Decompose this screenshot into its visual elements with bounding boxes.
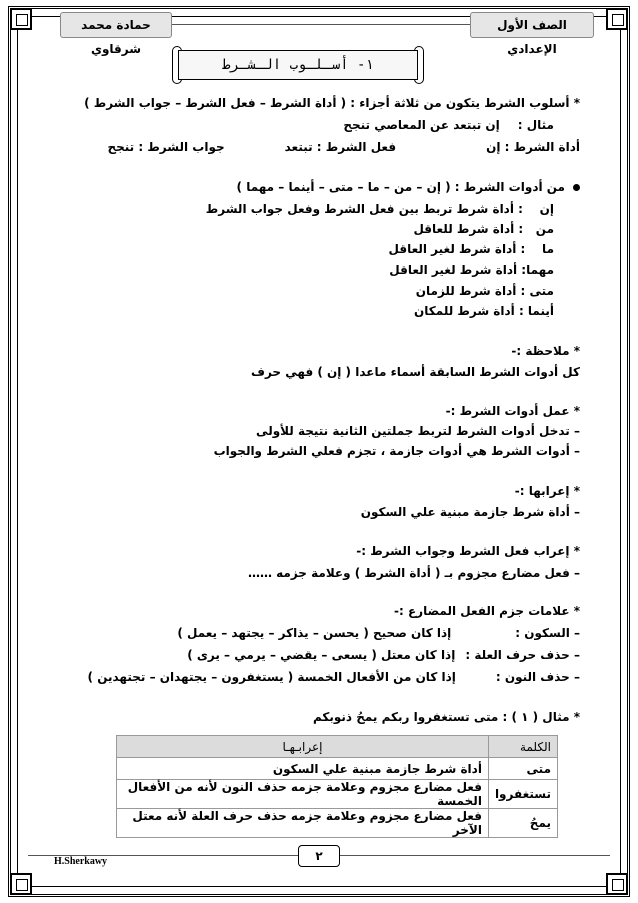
tool-aynama: أينما : أداة شرط للمكان	[414, 304, 554, 318]
part-verb: فعل الشرط : تبتعد	[284, 140, 397, 154]
example-label: مثال :	[517, 118, 554, 132]
table-header-word: الكلمة	[488, 736, 557, 758]
sign-nun: – حذف النون :إذا كان من الأفعال الخمسة ( يستغفرون – يجتهدان – تجتهدين )	[87, 670, 580, 684]
function-line-2: – أدوات الشرط هي أدوات جازمة ، تجزم فعلي الشرط والجواب	[213, 444, 580, 458]
table-row	[117, 758, 558, 780]
table-row	[117, 809, 558, 838]
table-cell-parsing: فعل مضارع مجزوم وعلامة جزمه حذف النون لأنه من الأفعال الخمسة	[117, 780, 489, 809]
header-rule	[172, 24, 470, 25]
example-1-line: * مثال ( ١ ) : متى تستغفروا ربكم يمحُ ذنوبكم	[312, 710, 580, 724]
verb-parsing-text: – فعل مضارع مجزوم بـ ( أداة الشرط ) وعلامة جزمه ……	[247, 566, 580, 580]
table-row	[117, 780, 558, 809]
tool-mahma: مهما: أداة شرط لغير العاقل	[389, 263, 554, 277]
header-author: حمادة محمد شرقاوي	[60, 12, 172, 38]
note-heading: * ملاحظة :-	[511, 344, 580, 358]
sign-weak-letter: – حذف حرف العلة :إذا كان معتل ( يسعى – يقضي – يرمي – يرى )	[187, 648, 580, 662]
part-tool: أداة الشرط : إن	[486, 140, 580, 154]
function-heading: * عمل أدوات الشرط :-	[445, 404, 580, 418]
table-cell-word: يمحُ	[488, 809, 557, 838]
footer-author: H.Sherkawy	[54, 856, 108, 867]
page-title: ١- أسـلـوب الـشـرط	[178, 50, 418, 80]
tool-ma: ما : أداة شرط لغير العاقل	[388, 242, 554, 256]
table-header-parsing: إعرابـهـا	[117, 736, 489, 758]
verb-parsing-heading: * إعراب فعل الشرط وجواب الشرط :-	[356, 544, 580, 558]
tool-in: إن : أداة شرط تربط بين فعل الشرط وفعل جواب الشرط	[205, 202, 554, 216]
parsing-text: – أداة شرط جازمة مبنية علي السكون	[360, 505, 580, 519]
tools-list-line: من أدوات الشرط : ( إن – من – ما – متى – أينما – مهما )	[237, 178, 580, 196]
corner-ornament-top-left	[10, 8, 32, 30]
function-line-1: – تدخل أدوات الشرط لتربط جملتين الثانية نتيجة للأولى	[256, 424, 580, 438]
corner-ornament-top-right	[606, 8, 628, 30]
part-answer: جواب الشرط : تنجح	[107, 140, 225, 154]
table-cell-parsing: فعل مضارع مجزوم وعلامة جزمه حذف حرف العلة لأنه معتل الآخر	[117, 809, 489, 838]
tool-man: من : أداة شرط للعاقل	[413, 222, 554, 236]
table-cell-word: تستغفروا	[488, 780, 557, 809]
parsing-table	[116, 735, 558, 838]
bullet-icon	[573, 184, 580, 191]
sign-sukun: – السكون :إذا كان صحيح ( يحسن – يذاكر – يجتهد – يعمل )	[177, 626, 580, 640]
page-number: ٢	[298, 845, 340, 867]
definition-line: * أسلوب الشرط يتكون من ثلاثة أجزاء : ( أداة الشرط – فعل الشرط – جواب الشرط )	[84, 96, 580, 110]
corner-ornament-bottom-right	[606, 873, 628, 895]
parsing-heading: * إعرابها :-	[514, 484, 580, 498]
corner-ornament-bottom-left	[10, 873, 32, 895]
header-grade: الصف الأول الإعدادي	[470, 12, 594, 38]
note-text: كل أدوات الشرط السابقة أسماء ماعدا ( إن ) فهي حرف	[251, 365, 580, 379]
table-cell-parsing: أداة شرط جازمة مبنية علي السكون	[117, 758, 489, 780]
jazm-signs-heading: * علامات جزم الفعل المضارع :-	[394, 604, 580, 618]
table-header-row	[117, 736, 558, 758]
example-sentence: إن تبتعد عن المعاصي تنجح	[343, 118, 500, 132]
example-parts-line	[107, 138, 580, 156]
table-cell-word: متى	[488, 758, 557, 780]
example-line	[343, 116, 554, 134]
tool-mata: متى : أداة شرط للزمان	[415, 284, 554, 298]
